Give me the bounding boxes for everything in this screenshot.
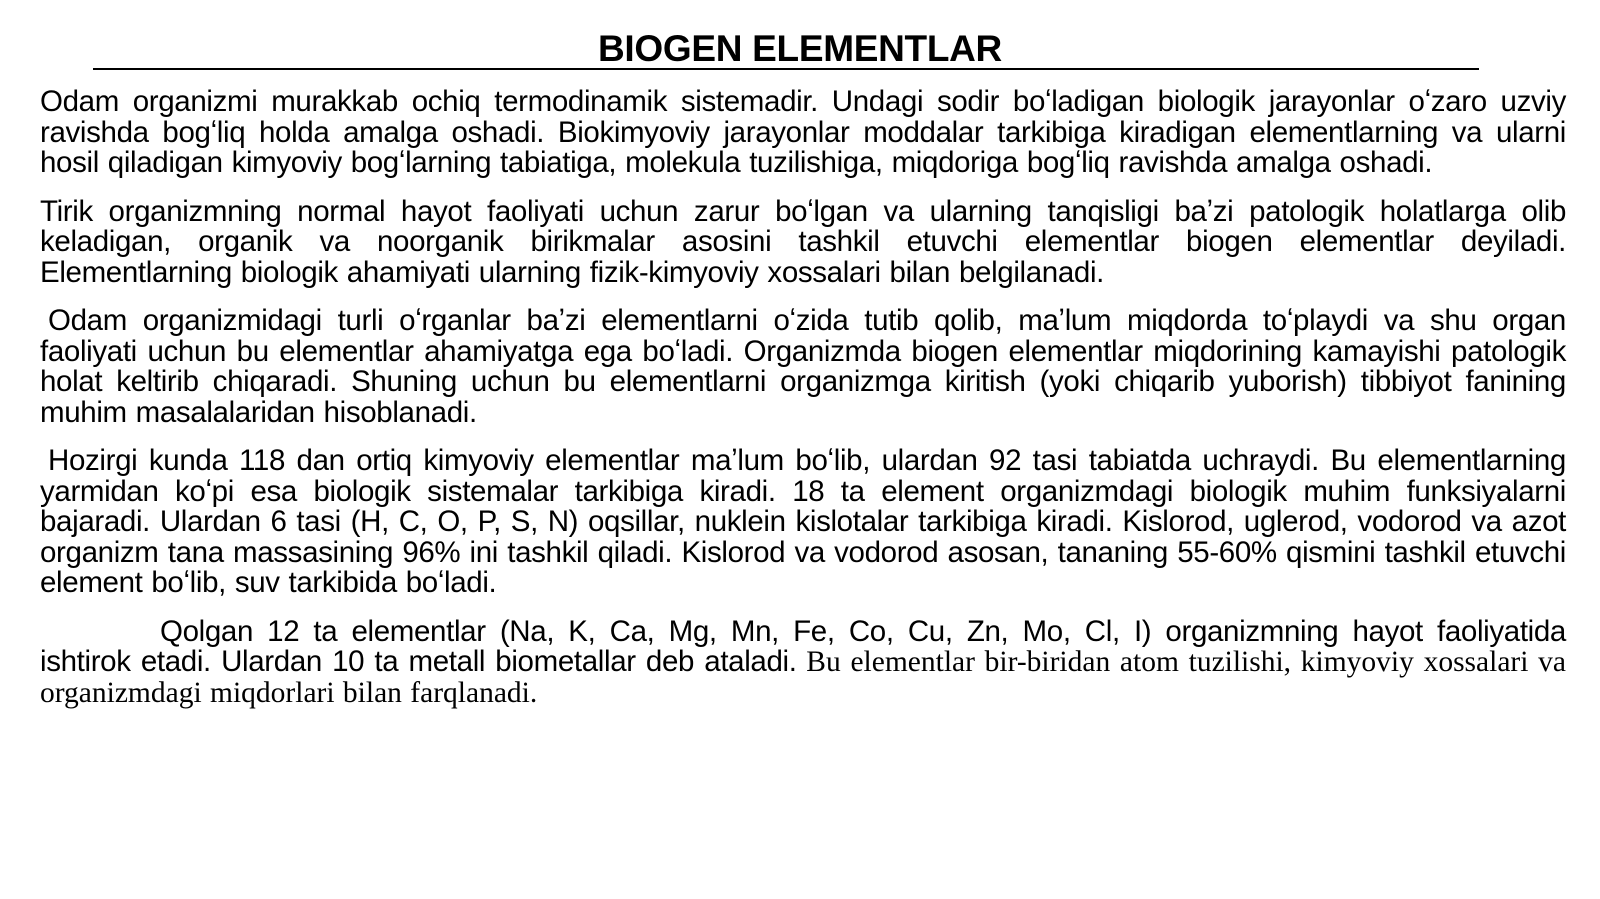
slide-title: BIOGEN ELEMENTLAR	[598, 28, 1002, 69]
paragraph-5-serif-text: Bu elementlar bir-biridan atom tuzilishi, kimyoviy xossalari va organizmdagi miqdorlari bilan farqlanadi.	[40, 646, 1566, 709]
paragraph-5	[40, 614, 1566, 709]
slide-body	[40, 87, 1566, 726]
paragraph-4: Hozirgi kunda 118 dan ortiq kimyoviy elementlar maʼlum boʻlib, ulardan 92 tasi tabiatda uchraydi. Bu elementlarning yarmidan koʻpi esa biologik sistemalar tarkibiga kiradi. 18 ta element organizmdagi biologik muhim funksiyalarni bajaradi. Ulardan 6 tasi (H, C, O, P, S, N) oqsillar, nuklein kislotalar tarkibiga kiradi. Kislorod, uglerod, vodorod va azot organizm tana massasining 96% ini tashkil qiladi. Kislorod va vodorod asosan, tananing 55-60% qismini tashkil etuvchi element boʻlib, suv tarkibida boʻladi.	[40, 444, 1566, 599]
paragraph-1: Odam organizmi murakkab ochiq termodinamik sistemadir. Undagi sodir boʻladigan biologik jarayonlar oʻzaro uzviy ravishda bogʻliq holda amalga oshadi. Biokimyoviy jarayonlar moddalar tarkibiga kiradigan elementlarning va ularni hosil qiladigan kimyoviy bogʻlarning tabiatiga, molekula tuzilishiga, miqdoriga bogʻliq ravishda amalga oshadi.	[40, 85, 1566, 179]
title-underline	[93, 68, 1479, 70]
paragraph-2: Tirik organizmning normal hayot faoliyati uchun zarur boʻlgan va ularning tanqisligi baʼzi patologik holatlarga olib keladigan, organik va noorganik birikmalar asosini tashkil etuvchi elementlar biogen elementlar deyiladi. Elementlarning biologik ahamiyati ularning fizik-kimyoviy xossalari bilan belgilanadi.	[40, 194, 1566, 289]
paragraph-3: Odam organizmidagi turli oʻrganlar baʼzi elementlarni oʻzida tutib qolib, maʼlum miqdorda toʻplaydi va shu organ faoliyati uchun bu elementlar ahamiyatga ega boʻladi. Organizmda biogen elementlar miqdorining kamayishi patologik holat keltirib chiqaradi. Shuning uchun bu elementlarni organizmga kiritish (yoki chiqarib yuborish) tibbiyot fanining muhim masalalaridan hisoblanadi.	[40, 304, 1566, 429]
paragraph-5-sans-text: Qolgan 12 ta elementlar (Na, K, Ca, Mg, Mn, Fe, Co, Cu, Zn, Mo, Cl, I) organizmning hayot faoliyatida ishtirok etadi. Ulardan 10 ta metall biometallar deb ataladi.	[40, 614, 1566, 678]
